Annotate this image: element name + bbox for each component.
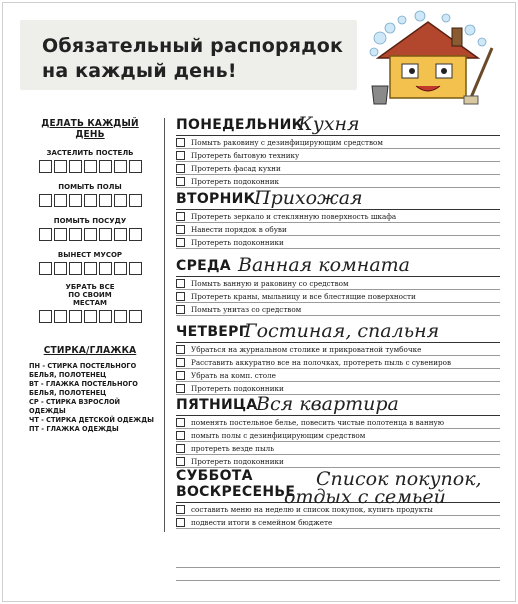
task-text: Помыть унитаз со средством — [191, 304, 302, 314]
daily-label: ЗАСТЕЛИТЬ ПОСТЕЛЬ — [46, 149, 134, 157]
task-row — [176, 369, 500, 382]
day-checkbox[interactable] — [69, 310, 82, 323]
task-checkbox[interactable] — [176, 225, 185, 234]
task-row — [176, 356, 500, 369]
task-row — [176, 343, 500, 356]
task-checkbox[interactable] — [176, 358, 185, 367]
daily-label: ВЫНЕСТ МУСОР — [57, 251, 123, 259]
day-checkbox[interactable] — [99, 160, 112, 173]
day-checkbox[interactable] — [84, 194, 97, 207]
day-checkbox[interactable] — [39, 262, 52, 275]
day-checkbox[interactable] — [114, 160, 127, 173]
day-name: ПОНЕДЕЛЬНИК — [176, 117, 304, 133]
day-header — [176, 112, 500, 136]
task-checkbox[interactable] — [176, 164, 185, 173]
day-checkbox[interactable] — [114, 194, 127, 207]
day-checkbox[interactable] — [129, 262, 142, 275]
task-row — [176, 149, 500, 162]
laundry-list — [26, 362, 154, 434]
day-thursday — [176, 319, 500, 395]
laundry-item: ПТ - ГЛАЖКА ОДЕЖДЫ — [29, 425, 119, 433]
day-checkbox[interactable] — [54, 194, 67, 207]
task-row — [176, 277, 500, 290]
day-header — [176, 253, 500, 277]
day-checkbox[interactable] — [84, 310, 97, 323]
task-checkbox[interactable] — [176, 505, 185, 514]
day-friday — [176, 392, 500, 468]
task-checkbox[interactable] — [176, 457, 185, 466]
laundry-item: ПН - СТИРКА ПОСТЕЛЬНОГО БЕЛЬЯ, ПОЛОТЕНЕЦ — [29, 362, 137, 379]
day-checkbox[interactable] — [99, 194, 112, 207]
task-row — [176, 429, 500, 442]
task-text: Убраться на журнальном столике и прикроватной тумбочке — [191, 344, 422, 354]
day-header — [176, 186, 500, 210]
daily-item — [26, 183, 154, 207]
day-checkbox[interactable] — [129, 228, 142, 241]
task-text: подвести итоги в семейном бюджете — [191, 517, 333, 527]
day-checkbox[interactable] — [114, 228, 127, 241]
day-name: ВТОРНИК — [176, 191, 256, 207]
task-text: Помыть раковину с дезинфицирующим средством — [191, 137, 383, 147]
day-checkbox[interactable] — [69, 262, 82, 275]
day-checkbox[interactable] — [84, 160, 97, 173]
task-text: Протереть зеркало и стеклянную поверхность шкафа — [191, 211, 397, 221]
day-checkbox[interactable] — [54, 262, 67, 275]
task-checkbox[interactable] — [176, 279, 185, 288]
title-line-1: Обязательный распорядок — [42, 35, 344, 57]
task-checkbox[interactable] — [176, 151, 185, 160]
task-text: Протереть подоконники — [191, 456, 284, 466]
task-row — [176, 455, 500, 468]
title-line-2: на каждый день! — [42, 60, 237, 82]
daily-checkboxes — [26, 310, 154, 323]
day-area: Ванная комната — [238, 254, 410, 276]
task-checkbox[interactable] — [176, 345, 185, 354]
day-checkbox[interactable] — [114, 310, 127, 323]
day-header — [176, 392, 500, 416]
task-row — [176, 303, 500, 316]
day-checkbox[interactable] — [39, 160, 52, 173]
day-checkbox[interactable] — [84, 262, 97, 275]
task-text: Помыть ванную и раковину со средством — [191, 278, 349, 288]
task-checkbox[interactable] — [176, 431, 185, 440]
blank-line[interactable] — [176, 555, 500, 568]
daily-item — [26, 283, 154, 323]
title-box — [20, 20, 357, 90]
blank-line[interactable] — [176, 568, 500, 581]
day-name: СРЕДА — [176, 258, 231, 274]
column-divider — [164, 118, 165, 532]
day-checkbox[interactable] — [69, 228, 82, 241]
day-area: Кухня — [298, 113, 360, 135]
task-row — [176, 162, 500, 175]
task-text: протереть везде пыль — [191, 443, 275, 453]
day-checkbox[interactable] — [84, 228, 97, 241]
task-row — [176, 223, 500, 236]
task-checkbox[interactable] — [176, 138, 185, 147]
task-row — [176, 416, 500, 429]
daily-checkboxes — [26, 160, 154, 173]
day-checkbox[interactable] — [39, 228, 52, 241]
task-text: Протереть краны, мыльницу и все блестящие поверхности — [191, 291, 416, 301]
day-header — [176, 319, 500, 343]
daily-checkboxes — [26, 228, 154, 241]
day-checkbox[interactable] — [99, 228, 112, 241]
daily-checkboxes — [26, 194, 154, 207]
task-checkbox[interactable] — [176, 177, 185, 186]
day-checkbox[interactable] — [54, 228, 67, 241]
task-row — [176, 136, 500, 149]
day-monday — [176, 112, 500, 188]
day-wednesday — [176, 253, 500, 316]
task-text: помыть полы с дезинфицирующим средством — [191, 430, 366, 440]
task-row — [176, 210, 500, 223]
daily-label: ПОМЫТЬ ПОЛЫ — [58, 183, 122, 191]
day-checkbox[interactable] — [129, 310, 142, 323]
task-checkbox[interactable] — [176, 292, 185, 301]
task-text: Навести порядок в обуви — [191, 224, 287, 234]
day-checkbox[interactable] — [99, 310, 112, 323]
day-tuesday — [176, 186, 500, 249]
task-row — [176, 236, 500, 249]
cleaning-house-illustration — [360, 8, 500, 108]
task-text: Протереть подоконники — [191, 237, 284, 247]
task-checkbox[interactable] — [176, 305, 185, 314]
task-row — [176, 516, 500, 529]
daily-label: УБРАТЬ ВСЕ ПО СВОИМ МЕСТАМ — [65, 283, 115, 307]
laundry-item: ЧТ - СТИРКА ДЕТСКОЙ ОДЕЖДЫ — [29, 416, 154, 424]
day-checkbox[interactable] — [54, 160, 67, 173]
day-name: ПЯТНИЦА — [176, 397, 258, 413]
day-area: Гостиная, спальня — [244, 320, 440, 342]
laundry-item: СР - СТИРКА ВЗРОСЛОЙ ОДЕЖДЫ — [29, 398, 121, 415]
task-row — [176, 442, 500, 455]
task-checkbox[interactable] — [176, 444, 185, 453]
day-checkbox[interactable] — [99, 262, 112, 275]
task-checkbox[interactable] — [176, 212, 185, 221]
task-text: Убрать на комп. столе — [191, 370, 276, 380]
daily-item — [26, 149, 154, 173]
day-checkbox[interactable] — [39, 194, 52, 207]
day-checkbox[interactable] — [69, 194, 82, 207]
day-checkbox[interactable] — [129, 160, 142, 173]
blank-lines — [176, 555, 500, 581]
task-text: поменять постельное белье, повесить чистые полотенца в ванную — [191, 417, 445, 427]
day-area: Прихожая — [254, 187, 363, 209]
day-checkbox[interactable] — [54, 310, 67, 323]
task-checkbox[interactable] — [176, 371, 185, 380]
task-text: Расставить аккуратно все на полочках, протереть пыль с сувениров — [191, 357, 452, 367]
saturday-label: СУББОТА — [176, 468, 253, 484]
task-text: Протереть бытовую технику — [191, 150, 300, 160]
sunday-label: ВОСКРЕСЕНЬЕ — [176, 484, 500, 503]
task-row — [176, 290, 500, 303]
daily-heading: ДЕЛАТЬ КАЖДЫЙ ДЕНЬ — [41, 118, 139, 140]
day-checkbox[interactable] — [39, 310, 52, 323]
daily-label: ПОМЫТЬ ПОСУДУ — [53, 217, 127, 225]
day-checkbox[interactable] — [129, 194, 142, 207]
task-checkbox[interactable] — [176, 238, 185, 247]
day-area: Вся квартира — [256, 393, 399, 415]
daily-item — [26, 251, 154, 275]
weekend-area-2: отдых с семьей — [284, 486, 446, 508]
task-checkbox[interactable] — [176, 418, 185, 427]
left-column — [26, 118, 154, 434]
task-checkbox[interactable] — [176, 518, 185, 527]
daily-checkboxes — [26, 262, 154, 275]
daily-item — [26, 217, 154, 241]
day-checkbox[interactable] — [69, 160, 82, 173]
weekend-section — [176, 468, 500, 529]
laundry-heading: СТИРКА/ГЛАЖКА — [43, 345, 137, 356]
day-name: ЧЕТВЕРГ — [176, 324, 248, 340]
weekend-area-1: Список покупок, — [316, 468, 482, 490]
task-text: Протереть фасад кухни — [191, 163, 281, 173]
laundry-item: ВТ - ГЛАЖКА ПОСТЕЛЬНОГО БЕЛЬЯ, ПОЛОТЕНЕЦ — [29, 380, 138, 397]
day-checkbox[interactable] — [114, 262, 127, 275]
task-text: Протереть подоконники — [191, 383, 284, 393]
task-text: составить меню на неделю и список покупок, купить продукты — [191, 504, 433, 514]
task-text: Протереть подоконник — [191, 176, 280, 186]
